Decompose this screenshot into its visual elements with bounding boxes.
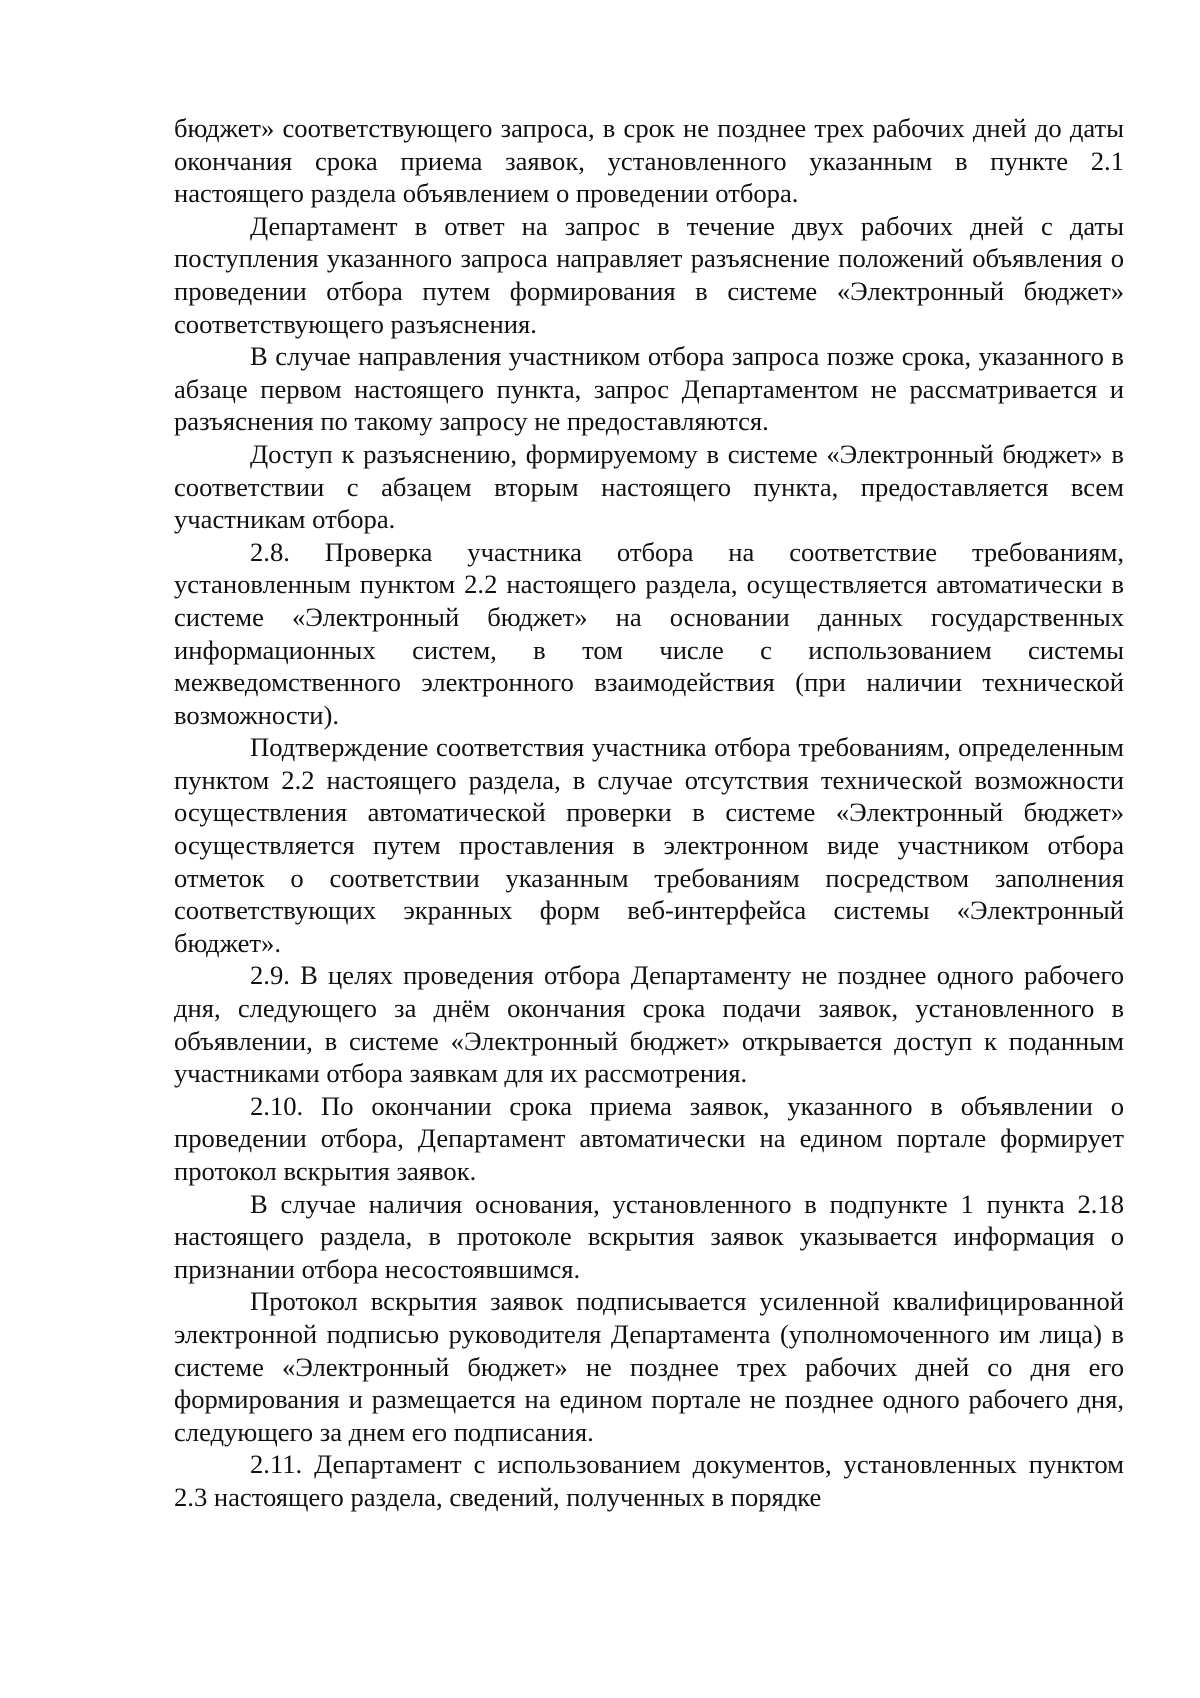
paragraph-8: 2.10. По окончании срока приема заявок, указанного в объявлении о проведении отбора, Департамент автоматически на едином портале формирует протокол вскрытия заявок. — [174, 1090, 1124, 1186]
document-page — [174, 112, 1124, 1514]
paragraph-11: 2.11. Департамент с использованием документов, установленных пунктом 2.3 настоящего раздела, сведений, полученных в порядке — [174, 1449, 1124, 1512]
paragraph-5: 2.8. Проверка участника отбора на соответствие требованиям, установленным пунктом 2.2 настоящего раздела, осуществляется автоматически в системе «Электронный бюджет» на основании данных государственных информационных систем, в том числе с использованием системы межведомственного электронного взаимодействия (при наличии технической возможности). — [174, 536, 1124, 730]
paragraph-6: Подтверждение соответствия участника отбора требованиям, определенным пунктом 2.2 настоящего раздела, в случае отсутствия технической возможности осуществления автоматической проверки в системе «Электронный бюджет» осуществляется путем проставления в электронном виде участником отбора отметок о соответствии указанным требованиям посредством заполнения соответствующих экранных форм веб-интерфейса системы «Электронный бюджет». — [174, 732, 1124, 958]
paragraph-1: бюджет» соответствующего запроса, в срок не позднее трех рабочих дней до даты окончания срока приема заявок, установленного указанным в пункте 2.1 настоящего раздела объявлением о проведении отбора. — [174, 113, 1124, 209]
paragraph-2: Департамент в ответ на запрос в течение двух рабочих дней с даты поступления указанного запроса направляет разъяснение положений объявления о проведении отбора путем формирования в системе «Электронный бюджет» соответствующего разъяснения. — [174, 210, 1124, 339]
paragraph-9: В случае наличия основания, установленного в подпункте 1 пункта 2.18 настоящего раздела, в протоколе вскрытия заявок указывается информация о признании отбора несостоявшимся. — [174, 1188, 1124, 1284]
paragraph-3: В случае направления участником отбора запроса позже срока, указанного в абзаце первом настоящего пункта, запрос Департаментом не рассматривается и разъяснения по такому запросу не предоставляются. — [174, 341, 1124, 437]
paragraph-4: Доступ к разъяснению, формируемому в системе «Электронный бюджет» в соответствии с абзацем вторым настоящего пункта, предоставляется всем участникам отбора. — [174, 438, 1124, 535]
paragraph-10: Протокол вскрытия заявок подписывается усиленной квалифицированной электронной подписью руководителя Департамента (уполномоченного им лица) в системе «Электронный бюджет» не позднее трех рабочих дней со дня его формирования и размещается на едином портале не позднее одного рабочего дня, следующего за днем его подписания. — [174, 1286, 1124, 1447]
paragraph-7: 2.9. В целях проведения отбора Департаменту не позднее одного рабочего дня, следующего за днём окончания срока подачи заявок, установленного в объявлении, в системе «Электронный бюджет» открывается доступ к поданным участниками отбора заявкам для их рассмотрения. — [174, 960, 1124, 1089]
